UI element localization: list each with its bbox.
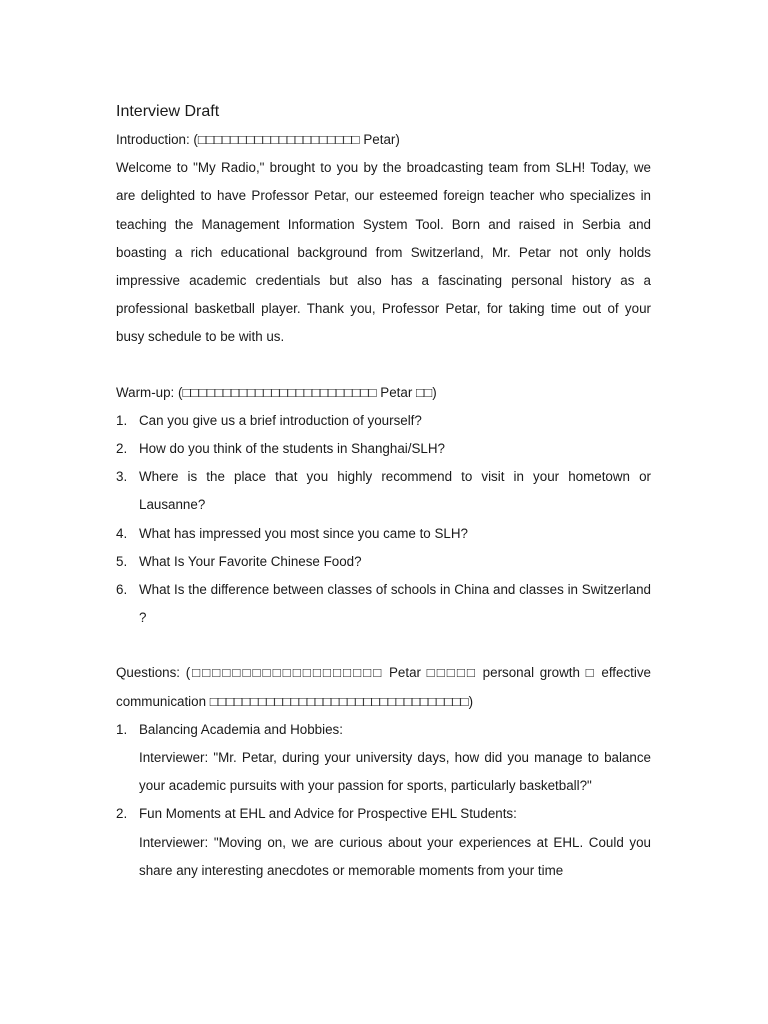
list-number: 5. <box>116 553 128 569</box>
document-page <box>116 98 651 885</box>
list-item-text: How do you think of the students in Shanghai/SLH? <box>139 441 445 457</box>
section-spacer <box>116 352 651 379</box>
list-number: 6. <box>116 582 128 598</box>
list-item-text: What Is Your Favorite Chinese Food? <box>139 553 362 569</box>
list-number: 3. <box>116 469 128 485</box>
list-item-text: Can you give us a brief introduction of yourself? <box>139 412 422 428</box>
introduction-heading: Introduction: (□□□□□□□□□□□□□□□□□□□□ Petar) <box>116 132 400 147</box>
list-item <box>116 435 651 463</box>
introduction-body: Welcome to "My Radio," brought to you by the broadcasting team from SLH! Today, we are delighted to have Professor Petar, our esteemed foreign teacher who specializes in teaching the Management Information System Tool. Born and raised in Serbia and boasting a rich educational background from Switzerland, Mr. Petar not only holds impressive academic credentials but also has a fascinating personal history as a professional basketball player. Thank you, Professor Petar, for taking time out of your busy schedule to be with us. <box>116 160 651 345</box>
list-item-text: What has impressed you most since you came to SLH? <box>139 525 468 541</box>
list-item <box>116 716 651 801</box>
list-number: 1. <box>116 412 128 428</box>
list-item <box>116 463 651 519</box>
list-item <box>116 548 651 576</box>
list-item <box>116 576 651 632</box>
list-number: 1. <box>116 721 128 737</box>
list-number: 2. <box>116 806 128 822</box>
list-item <box>116 800 651 885</box>
questions-list <box>116 716 651 885</box>
question-title: Fun Moments at EHL and Advice for Prospective EHL Students: <box>139 806 517 822</box>
list-item-text: What Is the difference between classes of schools in China and classes in Switzerland ? <box>139 582 651 626</box>
document-title: Interview Draft <box>116 103 220 120</box>
list-item-text: Where is the place that you highly recommend to visit in your hometown or Lausanne? <box>139 469 651 513</box>
list-number: 4. <box>116 525 128 541</box>
list-number: 2. <box>116 441 128 457</box>
list-item <box>116 407 651 435</box>
question-title: Balancing Academia and Hobbies: <box>139 721 343 737</box>
warmup-list <box>116 407 651 633</box>
warmup-heading: Warm-up: (□□□□□□□□□□□□□□□□□□□□□□□□ Petar □□) <box>116 384 437 400</box>
section-spacer <box>116 632 651 659</box>
question-detail: Interviewer: "Mr. Petar, during your university days, how did you manage to balance your academic pursuits with your passion for sports, particularly basketball?" <box>139 750 651 794</box>
list-item <box>116 520 651 548</box>
question-detail: Interviewer: "Moving on, we are curious about your experiences at EHL. Could you share any interesting anecdotes or memorable moments from your time <box>139 834 651 878</box>
questions-heading: Questions: (□□□□□□□□□□□□□□□□□□□ Petar □□□□□ personal growth □ effective communication □□□□□□□□□□□□□□□□□□□□□□□□□□□□□□□□) <box>116 665 651 709</box>
